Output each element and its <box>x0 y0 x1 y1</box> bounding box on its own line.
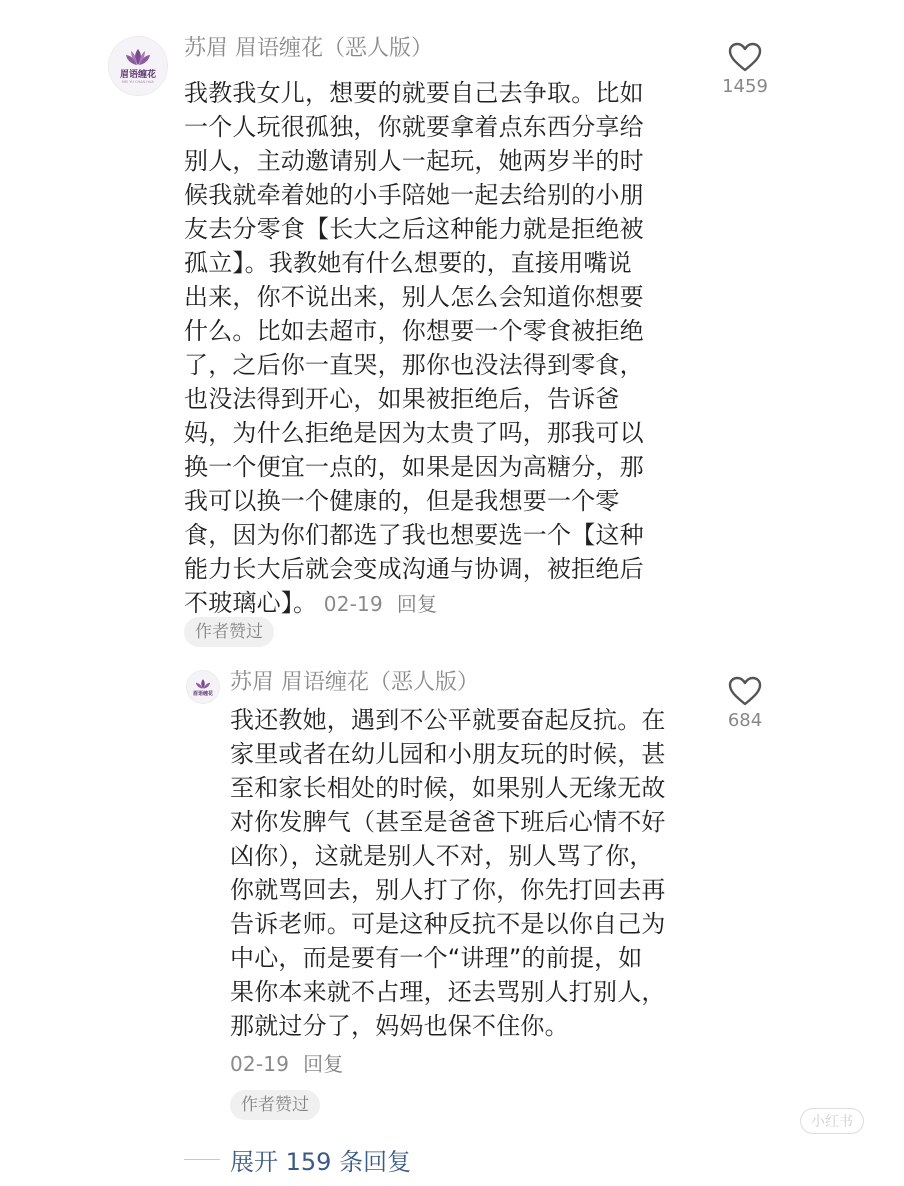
expand-replies-label: 展开 159 条回复 <box>230 1148 412 1176</box>
heart-icon <box>728 676 762 706</box>
comment-line: 能力长大后就会变成沟通与协调，被拒绝后 <box>184 555 644 583</box>
comment-line: 候我就牵着她的小手陪她一起去给别的小朋 <box>184 181 644 209</box>
reply-meta <box>230 1047 666 1081</box>
reply-reply-button[interactable]: 回复 <box>303 1052 344 1076</box>
reply-line: 至和家长相处的时候，如果别人无缘无故 <box>230 774 666 802</box>
comment-line: 了，之后你一直哭，那你也没法得到零食， <box>184 351 644 379</box>
reply-line: 那就过分了，妈妈也保不住你。 <box>230 1012 569 1040</box>
reply-content <box>230 703 666 1081</box>
reply-like-count: 684 <box>727 710 763 731</box>
reply-username[interactable]: 苏眉 眉语缠花（恶人版） <box>230 670 479 695</box>
heart-icon <box>728 42 762 72</box>
comment-line: 我可以换一个健康的，但是我想要一个零 <box>184 487 620 515</box>
reply-line: 我还教她，遇到不公平就要奋起反抗。在 <box>230 706 666 734</box>
avatar-logo-subtext: MEI YU CHAN HUA <box>122 80 154 85</box>
avatar-logo-text: 眉语缠花 <box>119 70 156 80</box>
reply-line: 凶你），这就是别人不对，别人骂了你， <box>230 842 654 870</box>
reply-avatar[interactable] <box>186 670 220 704</box>
comment-date: 02-19 <box>323 592 383 616</box>
comment-content <box>184 76 644 621</box>
watermark: 小红书 <box>800 1108 864 1134</box>
comment-line: 一个人玩很孤独，你就要拿着点东西分享给 <box>184 113 644 141</box>
reply-line: 告诉老师。可是这种反抗不是以你自己为 <box>230 910 666 938</box>
comment-line: 妈，为什么拒绝是因为太贵了吗，那我可以 <box>184 419 644 447</box>
comment-line: 食，因为你们都选了我也想要选一个【这种 <box>184 521 644 549</box>
reply-line: 中心，而是要有一个“讲理”的前提，如 <box>230 944 643 972</box>
reply-line: 你就骂回去，别人打了你，你先打回去再 <box>230 876 666 904</box>
comment-line: 别人，主动邀请别人一起玩，她两岁半的时 <box>184 147 644 175</box>
comment-line: 出来，你不说出来，别人怎么会知道你想要 <box>184 283 644 311</box>
reply-line: 对你发脾气（甚至是爸爸下班后心情不好 <box>230 808 666 836</box>
comment-line: 也没法得到开心，如果被拒绝后，告诉爸 <box>184 385 620 413</box>
comment-meta <box>317 592 437 616</box>
comment-line: 什么。比如去超市，你想要一个零食被拒绝 <box>184 317 644 345</box>
reply-line: 果你本来就不占理，还去骂别人打别人， <box>230 978 666 1006</box>
comment-line: 换一个便宜一点的，如果是因为高糖分，那 <box>184 453 644 481</box>
comment-last-line <box>184 586 644 621</box>
comment-author-liked-badge: 作者赞过 <box>184 617 274 647</box>
comment-like-count: 1459 <box>722 76 768 97</box>
lotus-logo-icon <box>194 678 212 691</box>
comment-line: 友去分零食【长大之后这种能力就是拒绝被 <box>184 215 644 243</box>
comment-reply-button[interactable]: 回复 <box>396 592 438 616</box>
comment-like-button[interactable] <box>722 42 768 97</box>
reply-author-liked-badge: 作者赞过 <box>230 1090 320 1120</box>
comment-line: 我教我女儿，想要的就要自己去争取。比如 <box>184 79 644 107</box>
reply-date: 02-19 <box>230 1052 290 1076</box>
reply-like-button[interactable] <box>722 676 768 731</box>
lotus-logo-icon <box>123 47 153 69</box>
avatar[interactable] <box>108 36 168 96</box>
comment-username[interactable]: 苏眉 眉语缠花（恶人版） <box>184 36 433 61</box>
comment-line: 孤立】。我教她有什么想要的，直接用嘴说 <box>184 249 632 277</box>
expand-replies-button[interactable] <box>184 1142 411 1177</box>
expand-divider <box>184 1159 220 1160</box>
comment-line: 不玻璃心】。 <box>184 589 318 617</box>
reply-avatar-logo-text: 眉语缠花 <box>192 690 213 697</box>
reply-line: 家里或者在幼儿园和小朋友玩的时候，甚 <box>230 740 666 768</box>
